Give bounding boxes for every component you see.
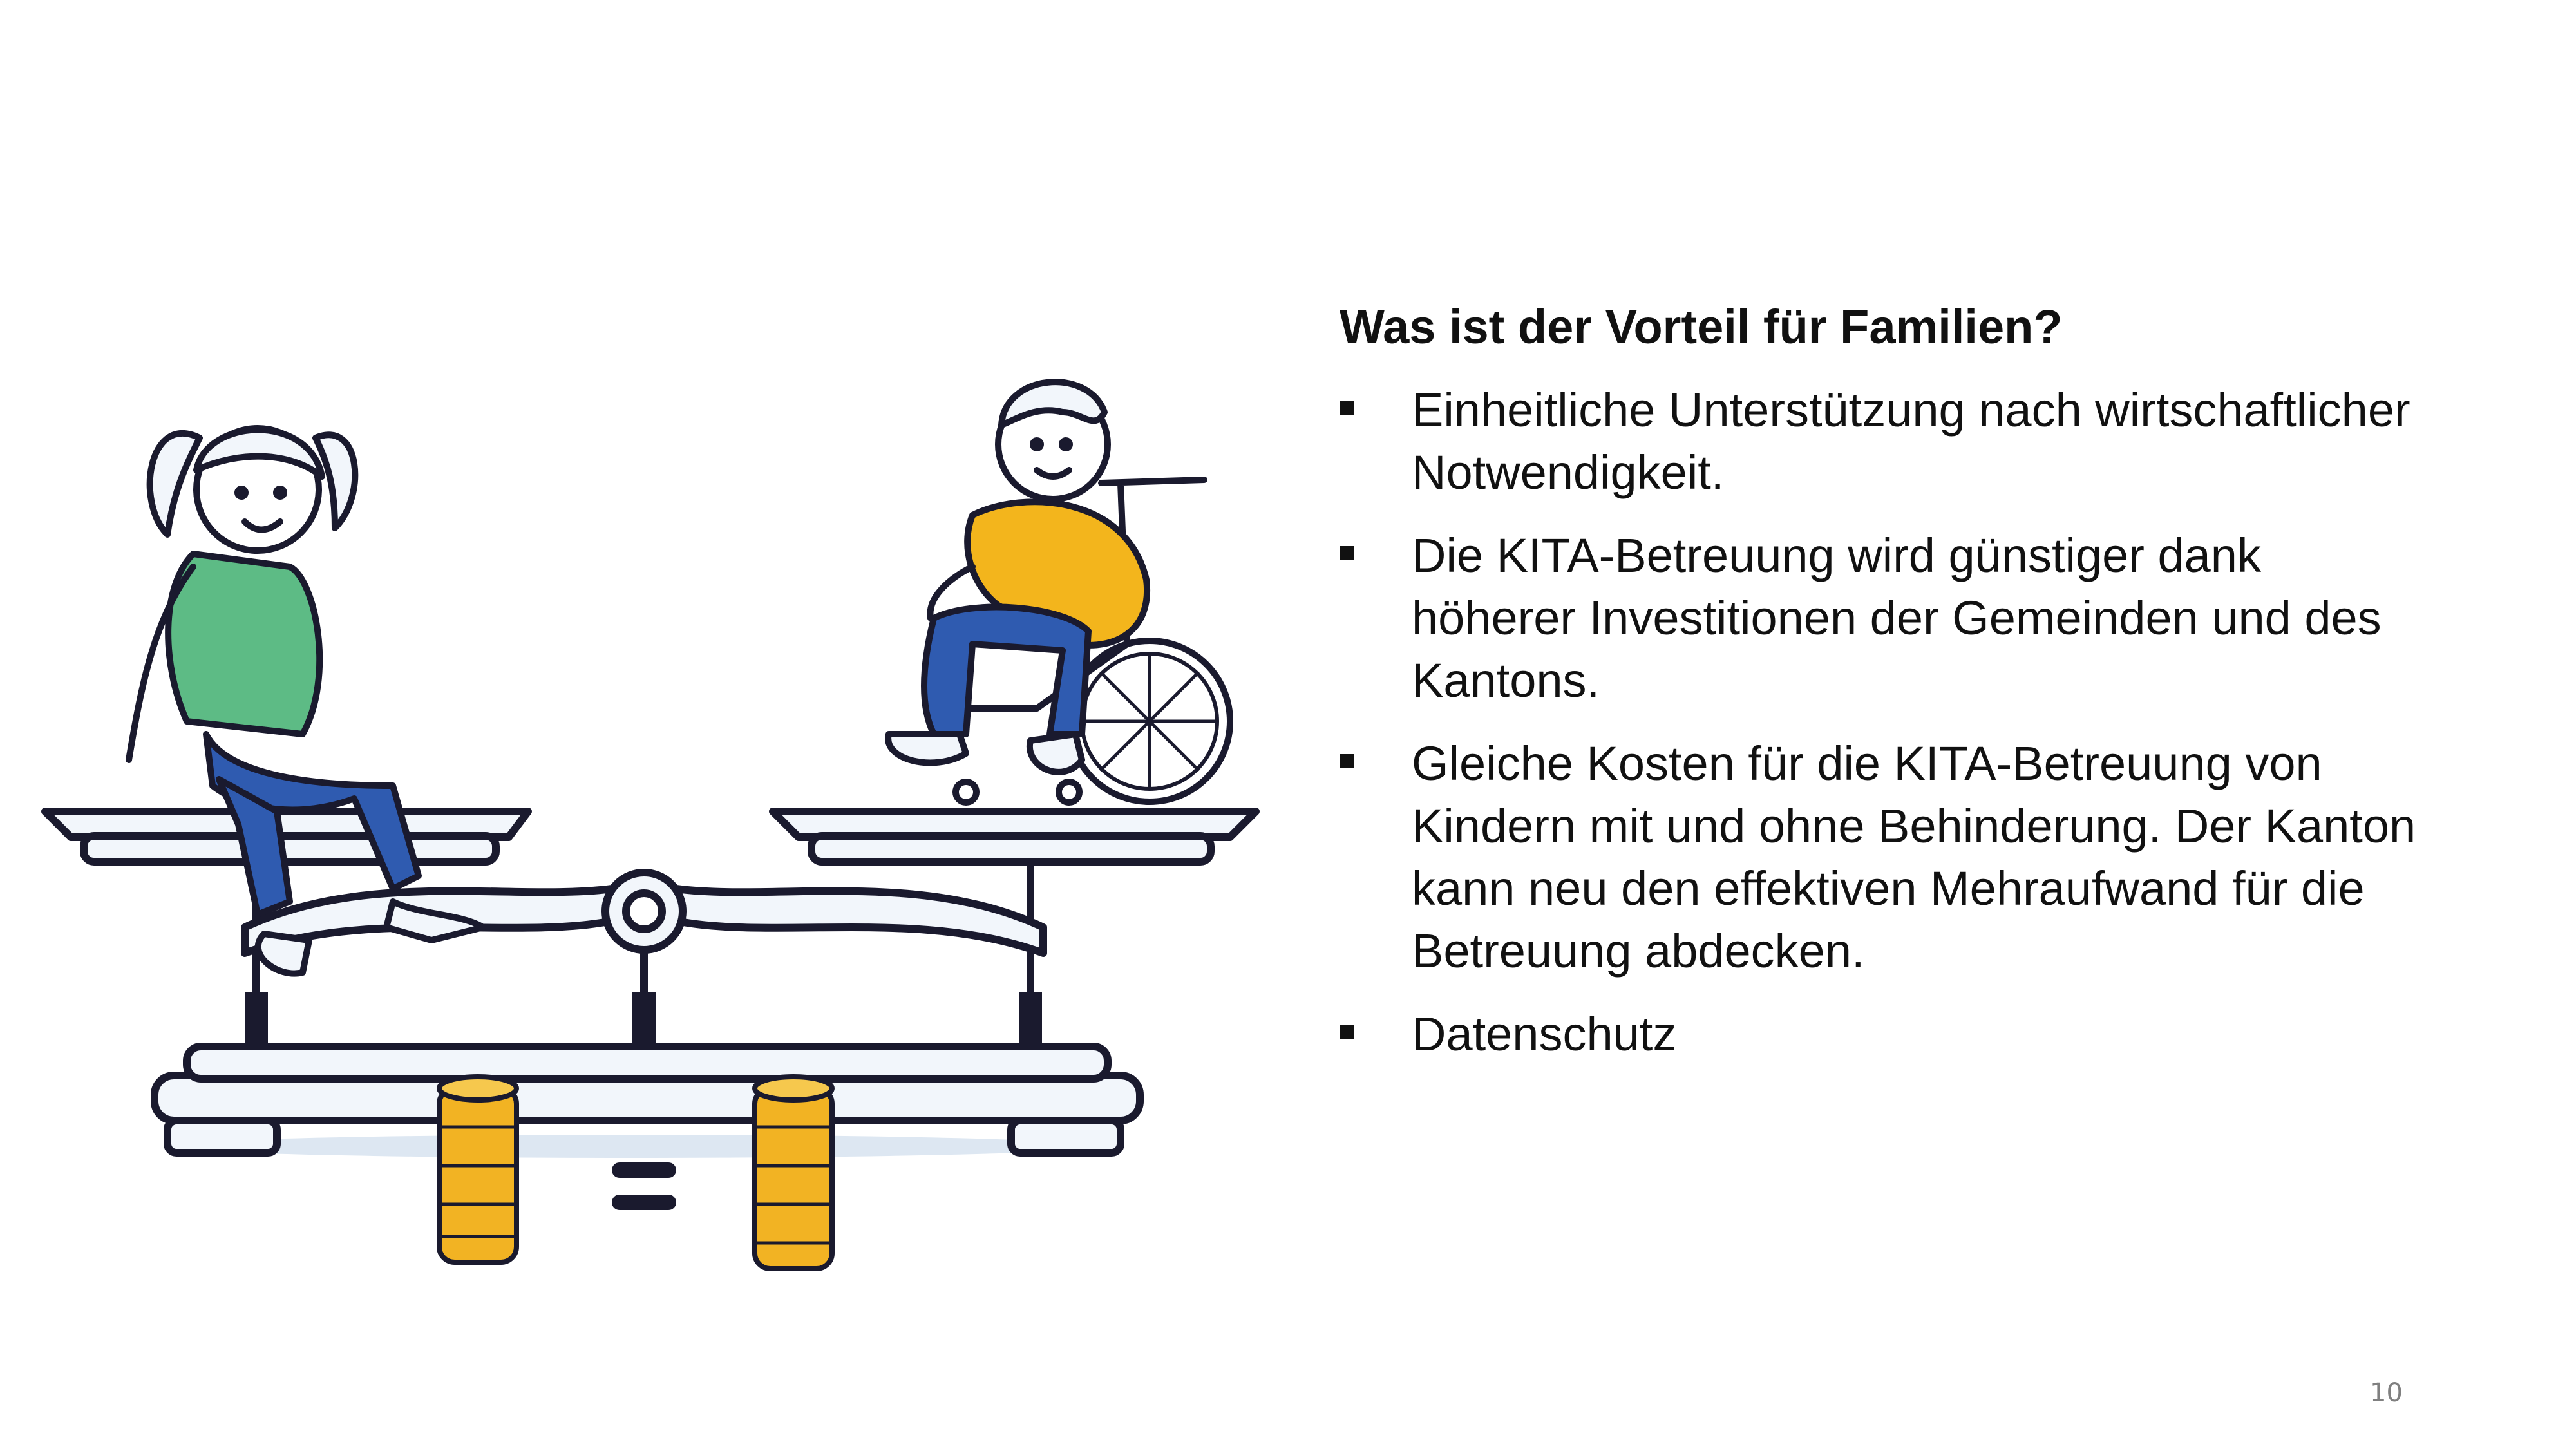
square-bullet-icon <box>1340 546 1354 560</box>
bullet-item <box>1340 524 2434 712</box>
bullet-item <box>1340 732 2434 982</box>
bullet-text: Die KITA-Betreuung wird günstiger dank höherer Investitionen der Gemeinden und des Kantons. <box>1412 529 2382 707</box>
text-content <box>1340 296 2434 1086</box>
scale-illustration <box>32 374 1275 1307</box>
equals-sign-icon <box>612 1162 676 1210</box>
boy-in-wheelchair-icon <box>888 382 1230 802</box>
square-bullet-icon <box>1340 401 1354 415</box>
bullet-text: Gleiche Kosten für die KITA-Betreuung von Kindern mit und ohne Behinderung. Der Kanton kann neu den effektiven Mehraufwand für die Betreuung abdecken. <box>1412 737 2416 978</box>
page-number: 10 <box>2370 1378 2403 1408</box>
bullet-text: Einheitliche Unterstützung nach wirtschaftlicher Notwendigkeit. <box>1412 383 2410 499</box>
bullet-item <box>1340 1003 2434 1065</box>
square-bullet-icon <box>1340 754 1354 768</box>
bullet-item <box>1340 379 2434 504</box>
bullet-text: Datenschutz <box>1412 1007 1677 1061</box>
slide-heading: Was ist der Vorteil für Familien? <box>1340 300 2063 354</box>
bullet-list <box>1340 379 2434 1065</box>
balance-scale-icon <box>32 374 1275 1307</box>
square-bullet-icon <box>1340 1025 1354 1039</box>
